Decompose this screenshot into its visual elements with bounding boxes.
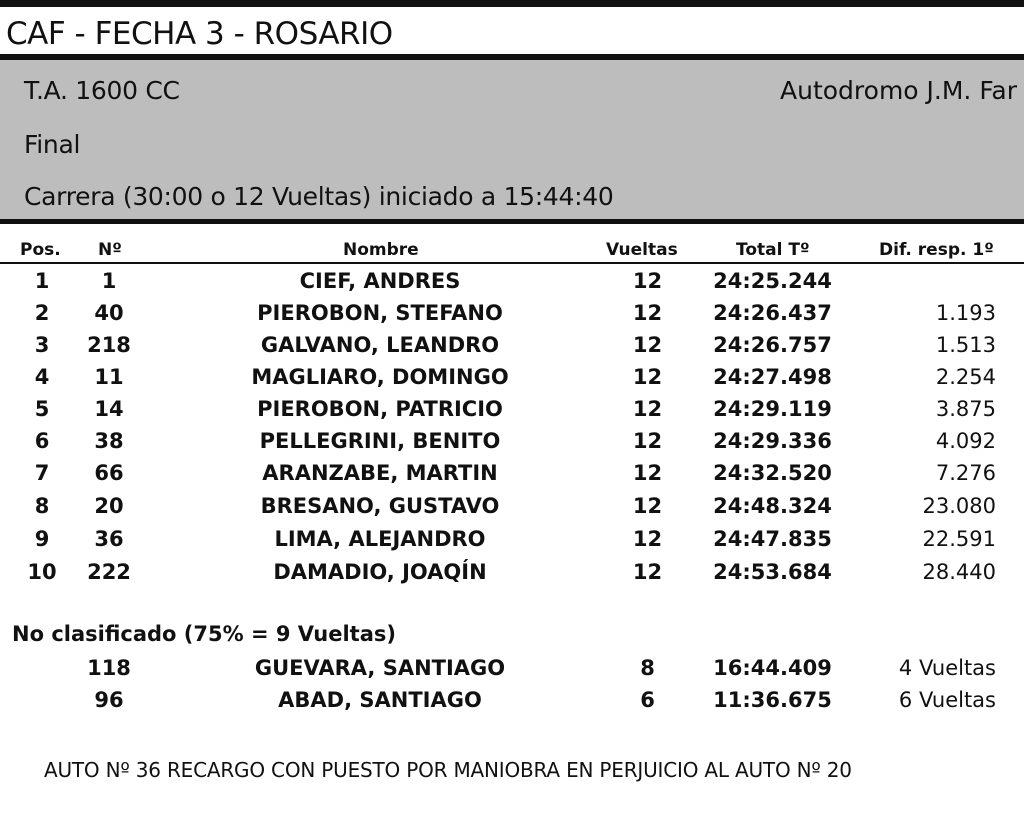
cell-pos: 5 [34,397,50,421]
cell-pos: 9 [34,527,50,551]
cell-total: 24:26.437 [713,301,832,325]
cell-no: 118 [87,656,131,680]
cell-total: 16:44.409 [713,656,832,680]
table-row [0,523,1024,555]
cell-diff: 22.591 [922,527,996,551]
cell-laps: 12 [632,429,663,453]
cell-laps: 8 [640,656,655,680]
cell-pos: 2 [34,301,50,325]
cell-name: BRESANO, GUSTAVO [260,494,500,518]
cell-name: PIEROBON, STEFANO [257,301,503,325]
cell-name: LIMA, ALEJANDRO [274,527,486,551]
cell-no: 38 [94,429,124,453]
cell-total: 24:26.757 [713,333,832,357]
col-header-pos: Pos. [20,240,61,260]
cell-diff: 7.276 [935,461,996,485]
cell-total: 24:27.498 [713,365,832,389]
cell-no: 218 [87,333,131,357]
cell-laps: 12 [632,494,663,518]
col-header-name: Nombre [343,240,419,260]
cell-diff: 1.513 [935,333,996,357]
cell-name: PELLEGRINI, BENITO [259,429,501,453]
cell-total: 11:36.675 [713,688,832,712]
cell-total: 24:32.520 [713,461,832,485]
not-classified-row [0,684,1024,716]
table-row [0,556,1024,588]
session-label: Final [24,130,81,159]
cell-laps: 12 [632,527,663,551]
race-info-label: Carrera (30:00 o 12 Vueltas) iniciado a 15:44:40 [24,182,614,211]
cell-laps: 12 [632,269,663,293]
cell-no: 40 [94,301,124,325]
cell-diff: 1.193 [935,301,996,325]
cell-name: ARANZABE, MARTIN [262,461,498,485]
col-header-no: Nº [98,240,122,260]
cell-name: PIEROBON, PATRICIO [257,397,503,421]
footnote: AUTO Nº 36 RECARGO CON PUESTO POR MANIOBRA EN PERJUICIO AL AUTO Nº 20 [44,758,852,782]
cell-no: 11 [94,365,124,389]
cell-pos: 4 [34,365,50,389]
cell-total: 24:48.324 [713,494,832,518]
cell-diff: 2.254 [935,365,996,389]
venue-label: Autodromo J.M. Far [780,76,1017,105]
cell-total: 24:25.244 [713,269,832,293]
cell-no: 14 [94,397,124,421]
cell-no: 222 [87,560,131,584]
cell-laps: 12 [632,461,663,485]
results-table-header [0,240,1024,262]
table-row [0,329,1024,361]
cell-name: GALVANO, LEANDRO [260,333,500,357]
cell-no: 66 [94,461,124,485]
cell-diff: 23.080 [922,494,996,518]
col-header-laps: Vueltas [606,240,678,260]
cell-total: 24:29.336 [713,429,832,453]
cell-name: GUEVARA, SANTIAGO [254,656,506,680]
cell-name: DAMADIO, JOAQÍN [273,560,487,584]
cell-pos: 8 [34,494,50,518]
cell-pos: 7 [34,461,50,485]
cell-no: 1 [101,269,117,293]
cell-pos: 6 [34,429,50,453]
cell-pos: 1 [34,269,50,293]
top-rule [0,0,1024,7]
not-classified-row [0,652,1024,684]
cell-name: MAGLIARO, DOMINGO [251,365,509,389]
cell-no: 20 [94,494,124,518]
page-title: CAF - FECHA 3 - ROSARIO [6,16,393,52]
cell-laps: 12 [632,333,663,357]
table-row [0,393,1024,425]
cell-name: ABAD, SANTIAGO [278,688,482,712]
cell-total: 24:47.835 [713,527,832,551]
cell-diff: 4 Vueltas [898,656,996,680]
table-row [0,457,1024,489]
cell-laps: 12 [632,301,663,325]
cell-no: 96 [94,688,124,712]
cell-laps: 12 [632,365,663,389]
table-row [0,265,1024,297]
cell-laps: 12 [632,560,663,584]
cell-diff: 3.875 [935,397,996,421]
header-divider [0,262,1024,264]
cell-pos: 10 [27,560,57,584]
cell-laps: 12 [632,397,663,421]
cell-pos: 3 [34,333,50,357]
category-label: T.A. 1600 CC [24,76,180,105]
event-info-band [0,54,1024,224]
cell-diff: 6 Vueltas [898,688,996,712]
table-row [0,490,1024,522]
cell-diff: 28.440 [922,560,996,584]
cell-laps: 6 [640,688,655,712]
col-header-total: Total Tº [736,240,810,260]
cell-total: 24:53.684 [713,560,832,584]
not-classified-title: No clasificado (75% = 9 Vueltas) [12,622,396,646]
cell-diff: 4.092 [935,429,996,453]
cell-no: 36 [94,527,124,551]
table-row [0,361,1024,393]
cell-total: 24:29.119 [713,397,832,421]
cell-name: CIEF, ANDRES [299,269,461,293]
table-row [0,425,1024,457]
table-row [0,297,1024,329]
col-header-diff: Dif. resp. 1º [879,240,994,260]
